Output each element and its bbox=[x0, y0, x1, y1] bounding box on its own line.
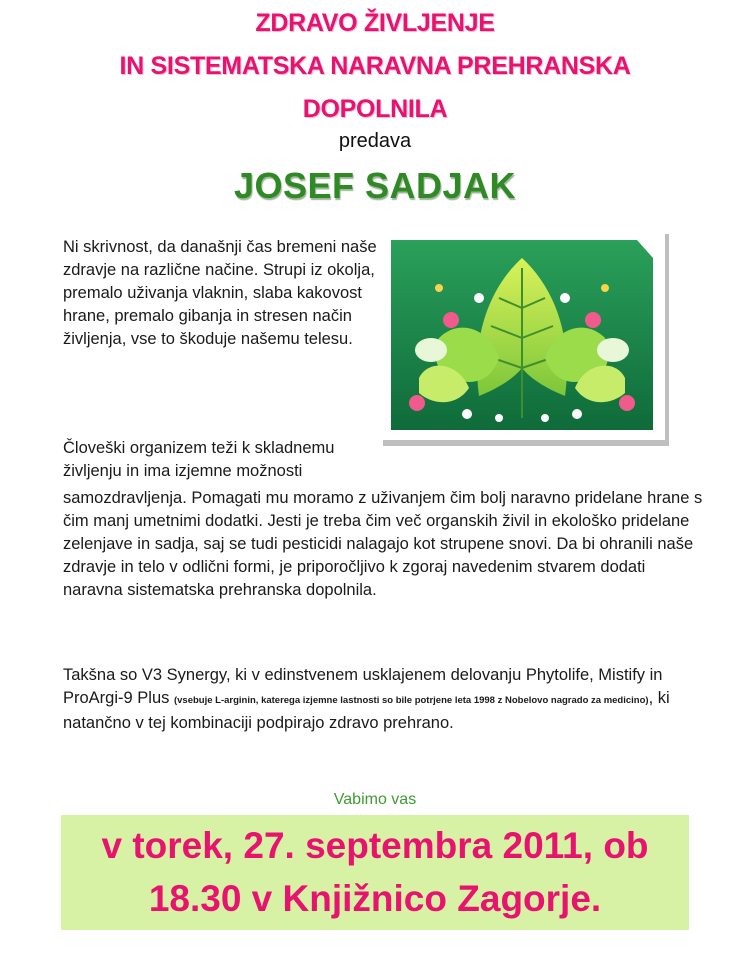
paragraph-3-part2: , ki natančno v tej kombinaciji podpirajo zdravo prehrano. bbox=[63, 689, 670, 732]
bud-right bbox=[601, 284, 609, 292]
paragraph-3 bbox=[63, 664, 703, 735]
berry-2 bbox=[560, 293, 570, 303]
bud-left bbox=[435, 284, 443, 292]
berry-1 bbox=[474, 293, 484, 303]
subtitle-predava: predava bbox=[338, 130, 412, 152]
paragraph-1: Ni skrivnost, da današnji čas bremeni naše zdravje na različne načine. Strupi iz okolja, premalo uživanja vlaknin, slaba kakovost hrane, premalo gibanja in stresen način življenja, vse to škoduje našemu telesu. bbox=[63, 238, 377, 348]
paragraph-3-part1: Takšna so V3 Synergy, ki v edinstvenem usklajenem delovanju Phytolife, Mistify in ProArgi-9 Plus bbox=[63, 666, 663, 707]
paragraph-2-rest: samozdravljenja. Pomagati mu moramo z uživanjem čim bolj naravno pridelane hrane s čim manj umetnimi dodatki. Jesti je treba čim več organskih živil in ekološko pridelane zelenjave in sadja, saj se tudi pesticidi nalagajo kot strupene snovi. Da bi ohranili naše zdravje in telo v odlični formi, je priporočljivo k zgoraj navedenim stvarem dodati naravna sistematska prehranska dopolnila. bbox=[63, 489, 703, 599]
leaf-ornament-illustration bbox=[379, 228, 675, 450]
flower-bottom-right bbox=[619, 395, 635, 411]
invitation-text: Vabimo vas bbox=[333, 791, 417, 808]
title-line-3: DOPOLNILA bbox=[302, 95, 448, 123]
left-small-leaf bbox=[415, 338, 447, 362]
event-line-1: v torek, 27. septembra 2011, ob bbox=[101, 825, 649, 866]
berry-3 bbox=[462, 409, 472, 419]
paragraph-3-note: (vsebuje L-arginin, katerega izjemne lastnosti so bile potrjene leta 1998 z Nobelovo nagrado za medicino) bbox=[173, 695, 649, 706]
flower-left bbox=[443, 312, 459, 328]
berry-5 bbox=[495, 414, 503, 422]
paragraph-2-start: Človeški organizem teži k skladnemu življenju in ima izjemne možnosti bbox=[63, 439, 335, 480]
title-line-1: ZDRAVO ŽIVLJENJE bbox=[255, 9, 495, 37]
berry-6 bbox=[541, 414, 549, 422]
speaker-name: JOSEF SADJAK bbox=[233, 165, 517, 206]
flower-right bbox=[585, 312, 601, 328]
right-small-leaf bbox=[597, 338, 629, 362]
berry-4 bbox=[572, 409, 582, 419]
flower-bottom-left bbox=[409, 395, 425, 411]
event-banner bbox=[61, 815, 689, 930]
title-line-2: IN SISTEMATSKA NARAVNA PREHRANSKA bbox=[119, 52, 631, 80]
event-line-2: 18.30 v Knjižnico Zagorje. bbox=[148, 878, 602, 919]
